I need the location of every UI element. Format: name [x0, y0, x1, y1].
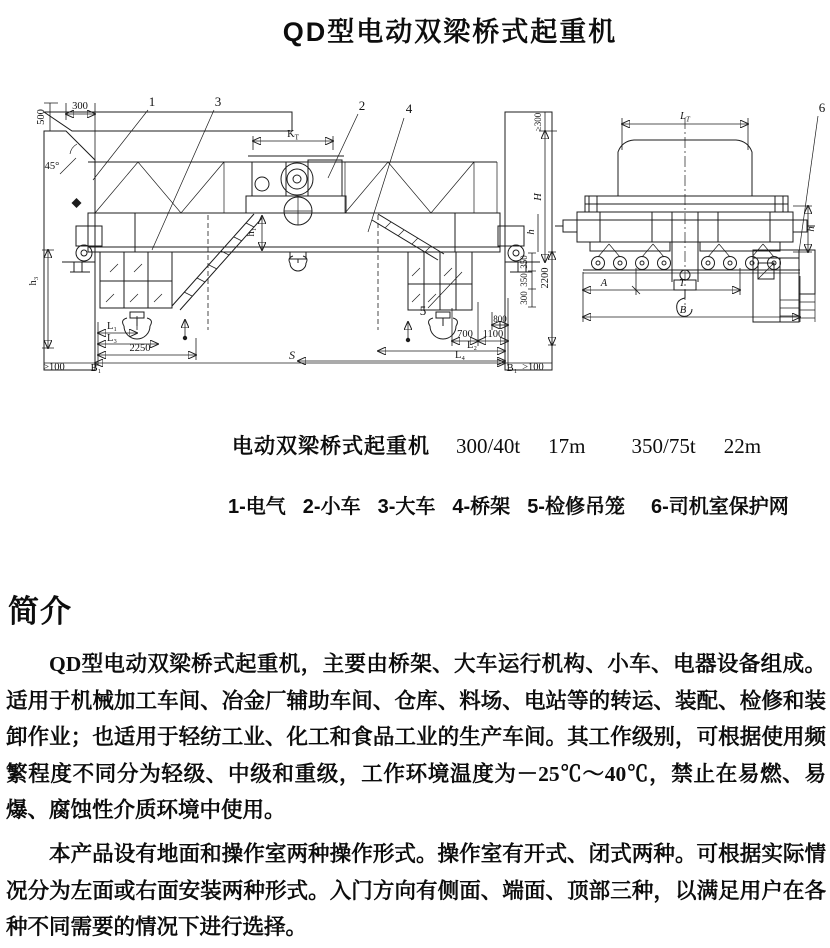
cab: [100, 252, 172, 308]
svg-text:6: 6: [818, 100, 826, 115]
legend-item: 6-司机室保护网: [650, 496, 789, 518]
maintenance-cage: [408, 252, 472, 310]
svg-text:≥100: ≥100: [43, 362, 65, 373]
svg-text:h₃: h₃: [28, 276, 39, 286]
svg-text:2250: 2250: [129, 343, 151, 354]
svg-text:≥100: ≥100: [522, 362, 544, 373]
svg-text:H: H: [533, 193, 544, 201]
svg-text:L₄: L₄: [454, 350, 466, 361]
cab: [753, 250, 799, 322]
paragraph: QD型电动双梁桥式起重机，主要由桥架、大车运行机构、小车、电器设备组成。适用于机械加工车间、冶金厂辅助车间、仓库、料场、电站等的转运、装配、检修和装卸作业；也适用于轻纺工业、化工和食品工业的生产车间。其工作级别，可根据使用频繁程度不同分为轻级、中级和重级，工作环境温度为－25℃～40℃，禁止在易燃、易爆、腐蚀性介质环境中使用。: [6, 652, 826, 823]
page-title: QD型电动双梁桥式起重机: [282, 17, 618, 47]
end-elevation-view: [555, 116, 818, 322]
svg-text:B: B: [679, 305, 687, 316]
svg-text:KT: $K_T$: [287, 129, 299, 142]
legend-item: 4-桥架: [452, 496, 511, 518]
svg-text:A: A: [600, 278, 608, 289]
svg-text:S: S: [289, 348, 295, 362]
svg-text:L₃: L₃: [106, 333, 118, 344]
svg-text:500: 500: [36, 109, 47, 125]
svg-text:L₂: L₂: [466, 340, 478, 351]
svg-text:300: 300: [519, 291, 529, 305]
svg-text:≥300: ≥300: [533, 112, 543, 132]
svg-text:LT: $L_T$: [680, 111, 690, 124]
paragraph: 本产品设有地面和操作室两种操作形式。操作室有开式、闭式两种。可根据实际情况分为左面或右面安装两种形式。入门方向有侧面、端面、顶部三种，以满足用户在各种不同需要的情况下进行选择。: [6, 841, 826, 940]
cab-protective-mesh: [799, 250, 815, 294]
svg-text:1: 1: [148, 94, 156, 109]
svg-text:4: 4: [405, 101, 413, 116]
svg-text:350: 350: [519, 255, 529, 269]
travel-wheels: [592, 257, 781, 270]
svg-text:2: 2: [358, 98, 366, 113]
svg-text:5: 5: [419, 303, 427, 318]
front-elevation-view: [42, 103, 557, 370]
legend-item: 5-检修吊笼: [527, 496, 625, 518]
svg-text:h: h: [526, 229, 537, 235]
crane-technical-drawing: [0, 88, 830, 390]
spec-value: 17m: [548, 434, 586, 458]
svg-text:L₁: L₁: [106, 321, 118, 332]
trolley: [246, 156, 346, 213]
buffer-mark: [72, 198, 82, 208]
svg-text:45°: 45°: [44, 161, 60, 172]
svg-text:2200: 2200: [540, 267, 551, 289]
spec-line: [232, 430, 761, 460]
trolley-cover: [618, 140, 752, 196]
spec-value: 350/75t: [631, 434, 696, 458]
section-heading: 简介: [8, 594, 72, 629]
left-rail: [62, 262, 95, 272]
svg-text:h: h: [806, 226, 817, 232]
spec-value: 300/40t: [456, 434, 521, 458]
legend-item: 2-小车: [302, 496, 361, 518]
spec-product-name: 电动双梁桥式起重机: [232, 435, 430, 458]
hook-icon: [289, 256, 307, 271]
legend-item: 1-电气: [228, 496, 286, 518]
hook-icon: [429, 312, 458, 339]
legend-item: 3-大车: [377, 496, 436, 518]
intro-paragraphs: [6, 646, 826, 946]
figure-legend: [228, 490, 789, 519]
ceiling-hatch: [44, 112, 292, 131]
svg-text:350: 350: [519, 273, 529, 287]
svg-text:T: T: [679, 278, 685, 289]
svg-text:h₁: h₁: [246, 227, 257, 237]
svg-text:300: 300: [72, 101, 88, 112]
svg-text:3: 3: [214, 94, 222, 109]
figure-labels: [28, 94, 826, 374]
spec-value: 22m: [723, 434, 762, 458]
svg-text:800: 800: [493, 314, 507, 324]
bridge-girder: [88, 213, 500, 252]
svg-text:B₁: B₁: [506, 363, 518, 374]
svg-text:1100: 1100: [482, 329, 504, 340]
svg-text:B₁: B₁: [90, 363, 102, 374]
svg-text:700: 700: [457, 329, 473, 340]
